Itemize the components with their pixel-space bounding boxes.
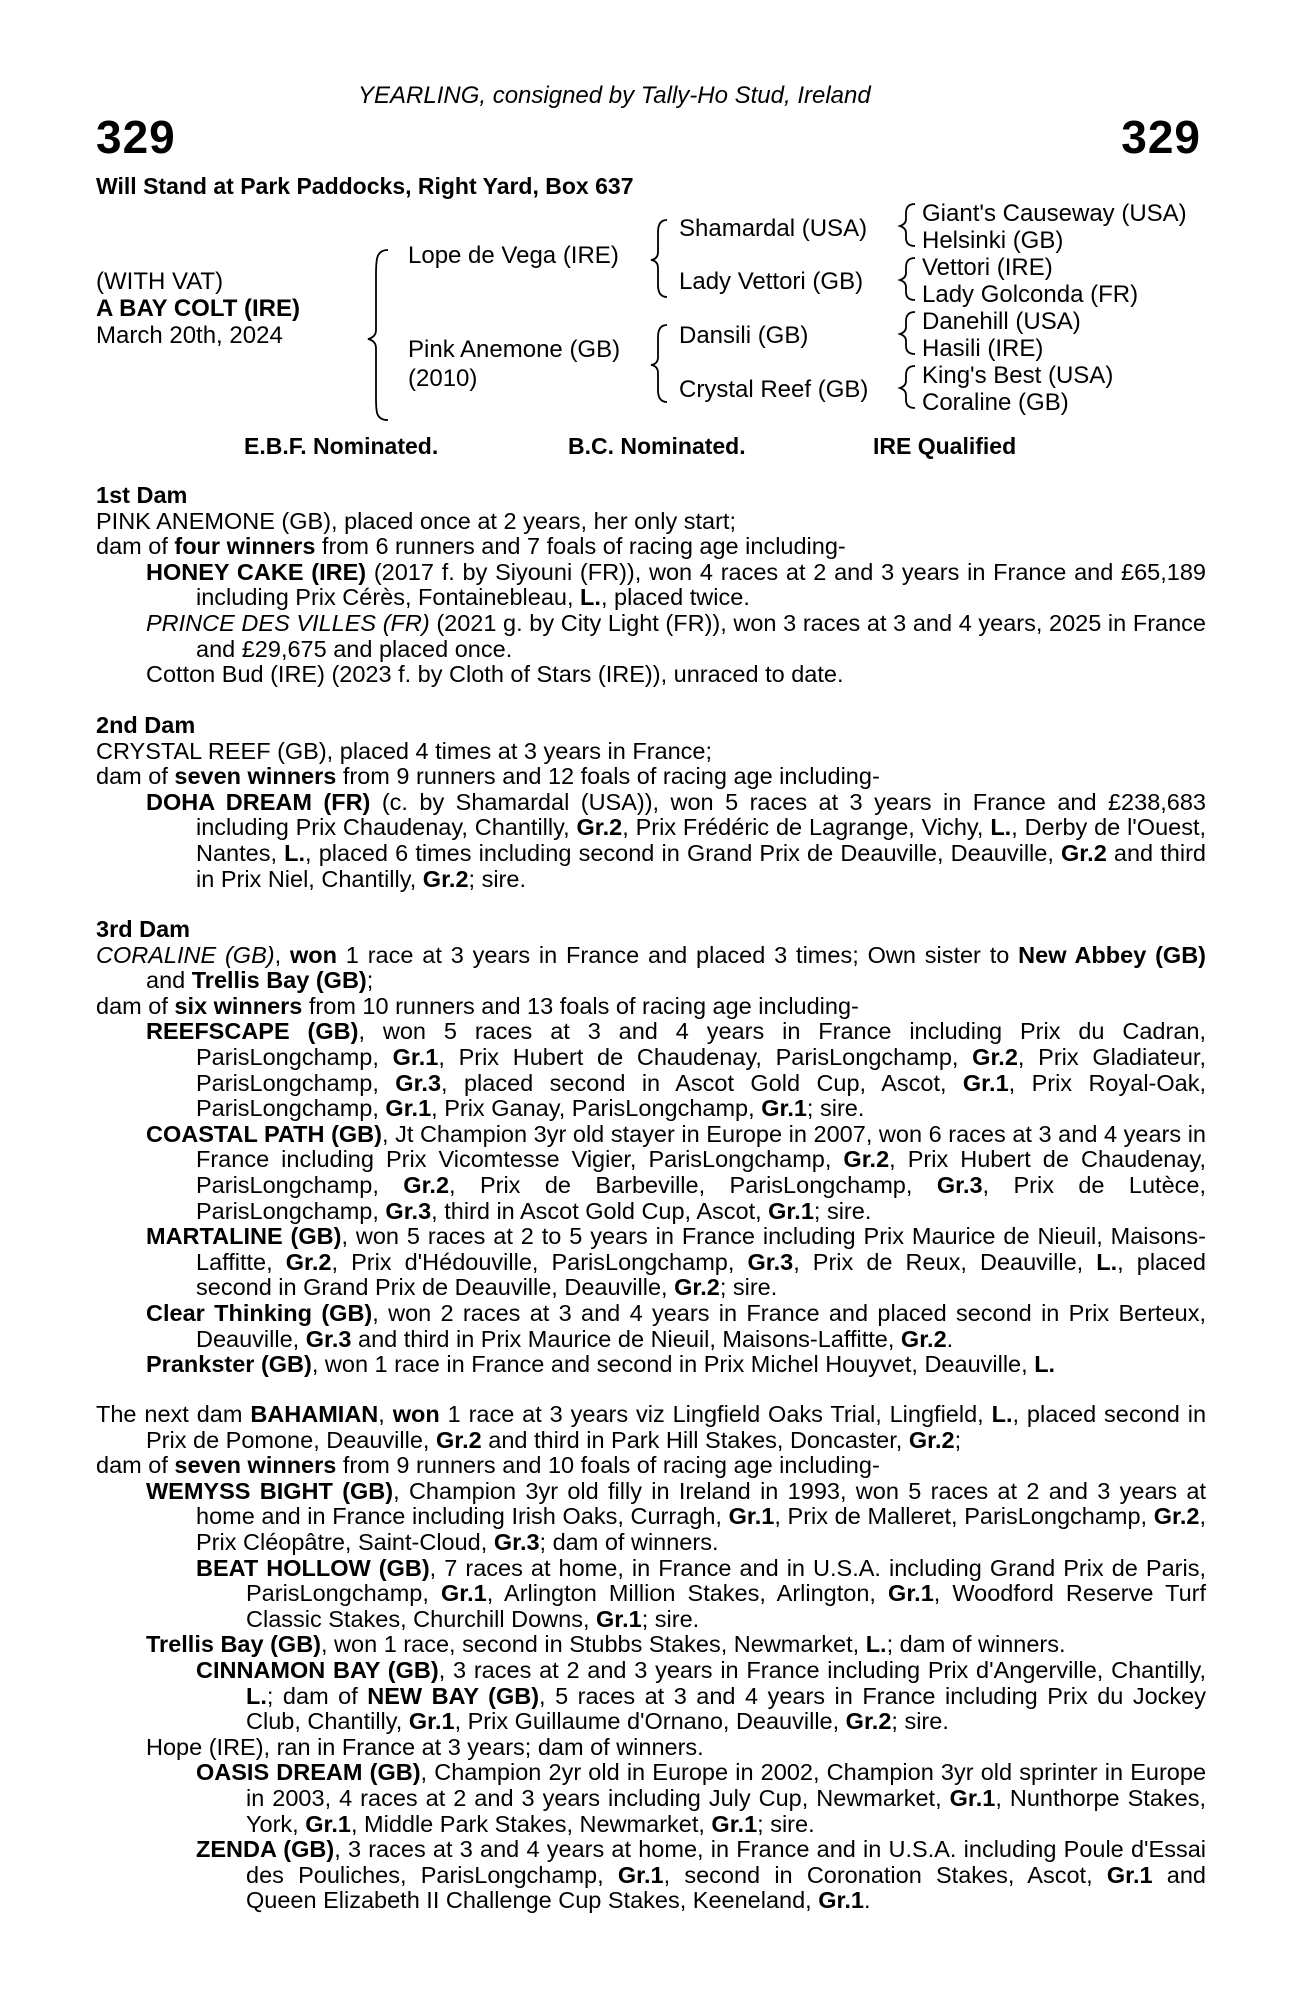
text-run: Gr.1	[768, 1197, 814, 1224]
text-run: DOHA DREAM (FR)	[146, 788, 371, 815]
text-run: , Prix de Malleret, ParisLongchamp,	[774, 1503, 1154, 1530]
ebf-nomination: E.B.F. Nominated.	[244, 433, 439, 459]
text-run: L.	[1096, 1248, 1118, 1275]
text-run: Gr.2	[403, 1171, 450, 1198]
text-run: .	[946, 1325, 954, 1352]
dam-sire-name: Dansili (GB)	[679, 322, 809, 349]
text-run: , won 5 races at 2 to 5 years in France including Prix Maurice de Nieuil, Maisons-Laffitte,	[196, 1223, 1206, 1275]
text-run: Gr.1	[761, 1095, 807, 1122]
text-run: won	[392, 1401, 440, 1427]
bracket-gen1	[368, 250, 388, 420]
text-run: (2021 g. by City Light (FR)), won 3 races at 3 and 4 years, 2025 in France and £29,675 and placed once.	[196, 609, 1206, 662]
text-run: ;	[366, 967, 374, 994]
text-run: MARTALINE (GB)	[146, 1223, 342, 1250]
text-run: Gr.2	[1153, 1503, 1200, 1530]
second-dam-lines	[96, 739, 1206, 790]
text-run: Gr.2	[576, 814, 623, 841]
first-dam-heading: 1st Dam	[96, 482, 188, 508]
text-run: NEW BAY (GB)	[367, 1682, 540, 1709]
text-run: , Prix de Barbeville, ParisLongchamp,	[449, 1171, 937, 1198]
second-dam-heading: 2nd Dam	[96, 712, 196, 738]
text-run: , placed second in Prix de Pomone, Deauville,	[146, 1401, 1207, 1453]
text-run: ; sire.	[757, 1810, 815, 1837]
text-run: Gr.1	[711, 1810, 758, 1837]
text-run: ; dam of	[266, 1682, 368, 1709]
lot-number-left: 329	[96, 111, 176, 163]
third-dam-heading: 3rd Dam	[96, 916, 191, 942]
text-run: Gr.2	[674, 1274, 720, 1301]
text-run: , Prix d'Hédouville, ParisLongchamp,	[331, 1248, 748, 1275]
text-run: from 9 runners and 12 foals of racing age including-	[336, 763, 880, 790]
text-run: dam of	[96, 992, 175, 1019]
text-run: , Prix Hubert de Chaudenay, ParisLongchamp,	[438, 1043, 973, 1070]
text-run: , Prix Royal-Oak, ParisLongchamp,	[196, 1069, 1206, 1122]
text-run: , Arlington Million Stakes, Arlington,	[486, 1580, 889, 1607]
text-run: , won 2 races at 3 and 4 years in France and placed second in Prix Berteux, Deauville,	[196, 1299, 1206, 1352]
text-run: Gr.2	[285, 1248, 332, 1275]
text-run: L.	[284, 839, 306, 866]
text-run: Gr.2	[1061, 839, 1107, 866]
lot-number-right: 329	[1121, 111, 1201, 163]
ancestor-5: Danehill (USA)	[922, 308, 1081, 335]
text-run: Gr.1	[888, 1580, 934, 1607]
third-dam-section	[96, 917, 1206, 1378]
grand-progeny-entry	[96, 1658, 1206, 1735]
sire-name: Lope de Vega (IRE)	[408, 242, 619, 269]
ancestor-2: Helsinki (GB)	[922, 227, 1064, 254]
text-run: Gr.1	[408, 1708, 455, 1735]
text-run: , Champion 2yr old in Europe in 2002, Champion 3yr old sprinter in Europe in 2003, 4 races at 2 and 3 years including July Cup, Newmarket,	[246, 1759, 1207, 1811]
text-run: BAHAMIAN	[250, 1401, 379, 1427]
text-run: ; sire.	[468, 865, 526, 892]
text-run: Gr.3	[747, 1248, 794, 1275]
progeny-entry	[96, 1301, 1206, 1352]
text-run: L.	[246, 1682, 267, 1709]
text-run: Gr.2	[845, 1708, 892, 1735]
text-run: Gr.2	[972, 1043, 1018, 1070]
text-run: OASIS DREAM (GB)	[196, 1759, 421, 1786]
progeny-entry	[96, 790, 1206, 892]
dam-line	[96, 739, 1206, 765]
progeny-entry	[96, 1632, 1206, 1658]
text-run: Cotton Bud (IRE) (2023 f. by Cloth of Stars (IRE)), unraced to date.	[146, 661, 844, 688]
text-run: dam of	[96, 763, 175, 790]
grand-progeny-entry	[96, 1837, 1206, 1914]
text-run: ; sire.	[641, 1605, 700, 1632]
text-run: Gr.1	[385, 1095, 432, 1122]
text-run: Gr.1	[949, 1784, 996, 1811]
text-run: Gr.1	[818, 1887, 864, 1914]
progeny-entry	[96, 1735, 1206, 1761]
text-run: Gr.3	[385, 1197, 432, 1224]
grand-progeny-entry	[96, 1556, 1206, 1633]
text-run: L.	[990, 814, 1012, 841]
text-run: Trellis Bay (GB)	[191, 967, 367, 994]
text-run: Gr.3	[493, 1528, 540, 1555]
horse-description: A BAY COLT (IRE)	[96, 295, 301, 322]
first-dam-section	[96, 483, 1206, 688]
text-run: Trellis Bay (GB)	[146, 1631, 321, 1658]
text-run: Gr.1	[617, 1861, 664, 1888]
progeny-entry	[96, 1019, 1206, 1121]
text-run: Gr.2	[908, 1426, 955, 1453]
text-run: , won 5 races at 3 and 4 years in France including Prix du Cadran, ParisLongchamp,	[196, 1018, 1206, 1070]
text-run: , placed 6 times including second in Grand Prix de Deauville, Deauville,	[305, 839, 1062, 866]
dam-line	[96, 1453, 1206, 1479]
text-run: Prankster (GB)	[146, 1351, 312, 1378]
text-run: and third in Park Hill Stakes, Doncaster,	[481, 1426, 909, 1453]
progeny-entry	[96, 1479, 1206, 1556]
text-run: Gr.1	[596, 1605, 642, 1632]
text-run: , placed second in Ascot Gold Cup, Ascot,	[441, 1069, 963, 1096]
text-run: (c. by Shamardal (USA)), won 5 races at 3 years in France and £238,683 including Prix Chaudenay, Chantilly,	[196, 788, 1207, 841]
progeny-entry	[96, 662, 1206, 688]
text-run: , Jt Champion 3yr old stayer in Europe in 2007, won 6 races at 3 and 4 years in France including Prix Vicomtesse Vigier, ParisLongchamp,	[196, 1120, 1206, 1173]
text-run: , Champion 3yr old filly in Ireland in 1993, won 5 races at 2 and 3 years at home and in France including Irish Oaks, Curragh,	[196, 1477, 1206, 1530]
text-run: ; sire.	[891, 1708, 949, 1735]
third-dam-progeny	[96, 1019, 1206, 1377]
text-run: Gr.1	[305, 1810, 351, 1837]
dam-name: Pink Anemone (GB)	[408, 336, 621, 363]
text-run: ; sire.	[806, 1095, 865, 1122]
text-run: , 3 races at 2 and 3 years in France including Prix d'Angerville, Chantilly,	[438, 1656, 1207, 1683]
text-run: CINNAMON BAY (GB)	[196, 1656, 439, 1683]
bracket-g2	[900, 258, 915, 300]
second-dam-progeny	[96, 790, 1206, 892]
bracket-g3	[900, 312, 915, 354]
text-run: four winners	[174, 533, 316, 560]
text-run: , Prix Frédéric de Lagrange, Vichy,	[622, 814, 991, 841]
text-run: BEAT HOLLOW (GB)	[196, 1554, 430, 1581]
text-run: and	[146, 967, 192, 994]
text-run: Gr.3	[305, 1325, 352, 1352]
dam-line	[96, 994, 1206, 1020]
text-run: dam of	[96, 1452, 175, 1479]
text-run: , placed second in Grand Prix de Deauville, Deauville,	[196, 1248, 1207, 1301]
text-run: ,	[274, 941, 290, 968]
text-run: CRYSTAL REEF (GB), placed 4 times at 3 years in France;	[96, 737, 713, 764]
grand-progeny-entry	[96, 1760, 1206, 1837]
first-dam-progeny	[96, 560, 1206, 688]
sire-dam-name: Lady Vettori (GB)	[679, 268, 864, 295]
text-run: from 10 runners and 13 foals of racing age including-	[302, 992, 859, 1019]
text-run: ; sire.	[719, 1274, 778, 1301]
first-dam-lines	[96, 509, 1206, 560]
text-run: Gr.1	[440, 1580, 487, 1607]
text-run: , Middle Park Stakes, Newmarket,	[350, 1810, 712, 1837]
text-run: seven winners	[174, 763, 337, 790]
text-run: New Abbey (GB)	[1018, 941, 1206, 968]
bracket-g1	[900, 204, 915, 246]
text-run: , Prix Hubert de Chaudenay, ParisLongchamp,	[196, 1146, 1206, 1198]
text-run: Gr.1	[962, 1069, 1009, 1096]
text-run: L.	[991, 1401, 1013, 1427]
text-run: , Prix Guillaume d'Ornano, Deauville,	[454, 1708, 846, 1735]
text-run: 1 race at 3 years in France and placed 3 times; Own sister to	[336, 941, 1019, 968]
next-dam-progeny	[96, 1479, 1206, 1914]
text-run: L.	[1034, 1351, 1056, 1378]
ancestor-3: Vettori (IRE)	[922, 254, 1053, 281]
text-run: , second in Coronation Stakes, Ascot,	[663, 1861, 1107, 1888]
progeny-entry	[96, 560, 1206, 611]
stabling-location: Will Stand at Park Paddocks, Right Yard, Box 637	[96, 173, 634, 199]
catalogue-subtitle: YEARLING, consigned by Tally-Ho Stud, Ireland	[358, 82, 871, 109]
ancestor-4: Lady Golconda (FR)	[922, 281, 1139, 308]
ancestor-8: Coraline (GB)	[922, 389, 1069, 416]
text-run: from 9 runners and 10 foals of racing age including-	[336, 1452, 880, 1479]
text-run: , Prix de Lutèce, ParisLongchamp,	[196, 1171, 1206, 1224]
bc-nomination: B.C. Nominated.	[568, 433, 746, 459]
text-run: ,	[378, 1401, 393, 1427]
text-run: Gr.2	[843, 1146, 890, 1173]
text-run: Gr.2	[435, 1426, 482, 1453]
text-run: seven winners	[174, 1452, 337, 1479]
text-run: , Nunthorpe Stakes, York,	[246, 1784, 1206, 1837]
text-run: , Prix de Reux, Deauville,	[793, 1248, 1097, 1275]
text-run: Gr.3	[936, 1171, 983, 1198]
foaling-date: March 20th, 2024	[96, 322, 283, 349]
text-run: and third in Prix Niel, Chantilly,	[196, 839, 1206, 892]
second-dam-section	[96, 713, 1206, 892]
text-run: , 3 races at 3 and 4 years at home, in France and in U.S.A. including Poule d'Essai des Pouliches, ParisLongchamp,	[246, 1836, 1206, 1888]
text-run: dam of	[96, 533, 175, 560]
text-run: Gr.2	[422, 865, 469, 892]
text-run: six winners	[174, 992, 303, 1019]
text-run: Gr.3	[395, 1069, 442, 1096]
text-run: , 5 races at 3 and 4 years in France including Prix du Jockey Club, Chantilly,	[246, 1682, 1206, 1735]
text-run: L.	[580, 584, 601, 611]
text-run: Gr.2	[900, 1325, 947, 1352]
text-run: won	[289, 941, 337, 968]
text-run: , won 1 race in France and second in Prix Michel Houyvet, Deauville,	[311, 1351, 1035, 1378]
vat-label: (WITH VAT)	[96, 268, 224, 295]
text-run: Clear Thinking (GB)	[146, 1299, 373, 1326]
text-run: ; dam of winners.	[539, 1528, 719, 1555]
dam-year: (2010)	[408, 365, 478, 392]
text-run: ;	[954, 1426, 962, 1453]
text-run: , won 1 race, second in Stubbs Stakes, Newmarket,	[321, 1631, 866, 1658]
next-dam-lines	[96, 1402, 1206, 1479]
ancestor-6: Hasili (IRE)	[922, 335, 1044, 362]
text-run: , third in Ascot Gold Cup, Ascot,	[431, 1197, 769, 1224]
ancestor-7: King's Best (USA)	[922, 362, 1114, 389]
dam-line	[96, 509, 1206, 535]
text-run: COASTAL PATH (GB)	[146, 1120, 382, 1147]
dam-line	[96, 943, 1206, 994]
dam-dam-name: Crystal Reef (GB)	[679, 376, 869, 403]
text-run: , Woodford Reserve Turf Classic Stakes, Churchill Downs,	[246, 1580, 1206, 1632]
text-run: REEFSCAPE (GB)	[146, 1018, 359, 1045]
bracket-g4	[900, 366, 915, 408]
bracket-sire	[651, 220, 667, 297]
text-run: and Queen Elizabeth II Challenge Cup Stakes, Keeneland,	[246, 1861, 1206, 1914]
dam-line	[96, 764, 1206, 790]
progeny-entry	[96, 1224, 1206, 1301]
progeny-entry	[96, 1122, 1206, 1224]
text-run: PINK ANEMONE (GB), placed once at 2 years, her only start;	[96, 507, 736, 534]
text-run: CORALINE (GB)	[96, 941, 275, 968]
text-run: Gr.1	[392, 1043, 439, 1070]
text-run: ZENDA (GB)	[196, 1836, 335, 1863]
text-run: , Prix Gladiateur, ParisLongchamp,	[196, 1043, 1206, 1096]
text-run: and third in Prix Maurice de Nieuil, Maisons-Laffitte,	[351, 1325, 901, 1352]
text-run: , 7 races at home, in France and in U.S.A. including Grand Prix de Paris, ParisLongchamp,	[246, 1554, 1206, 1607]
dam-line	[96, 1402, 1206, 1453]
text-run: L.	[865, 1631, 887, 1658]
text-run: , Prix Cléopâtre, Saint-Cloud,	[196, 1503, 1206, 1555]
text-run: Gr.1	[728, 1503, 775, 1530]
text-run: 1 race at 3 years viz Lingfield Oaks Trial, Lingfield,	[439, 1401, 992, 1427]
text-run: (2017 f. by Siyouni (FR)), won 4 races at 2 and 3 years in France and £65,189 including Prix Cérès, Fontainebleau,	[196, 558, 1206, 611]
sire-sire-name: Shamardal (USA)	[679, 215, 868, 242]
text-run: The next dam	[96, 1401, 251, 1427]
next-dam-section	[96, 1402, 1206, 1914]
third-dam-lines	[96, 943, 1206, 1020]
text-run: WEMYSS BIGHT (GB)	[146, 1477, 394, 1504]
text-run: ; sire.	[813, 1197, 872, 1224]
text-run: Hope (IRE), ran in France at 3 years; dam of winners.	[146, 1733, 704, 1760]
text-run: , Prix Ganay, ParisLongchamp,	[431, 1095, 762, 1122]
text-run: PRINCE DES VILLES (FR)	[146, 609, 430, 636]
ire-qualification: IRE Qualified	[873, 433, 1017, 459]
progeny-entry	[96, 1352, 1206, 1378]
ancestor-1: Giant's Causeway (USA)	[922, 200, 1187, 227]
text-run: , Derby de l'Ouest, Nantes,	[196, 814, 1207, 866]
text-run: .	[863, 1887, 871, 1914]
text-run: Gr.1	[1106, 1861, 1153, 1888]
text-run: , placed twice.	[600, 584, 750, 611]
dam-line	[96, 534, 1206, 560]
progeny-entry	[96, 611, 1206, 662]
text-run: HONEY CAKE (IRE)	[146, 558, 367, 585]
text-run: ; dam of winners.	[886, 1631, 1066, 1658]
bracket-dam	[651, 325, 667, 402]
text-run: from 6 runners and 7 foals of racing age including-	[315, 533, 846, 560]
